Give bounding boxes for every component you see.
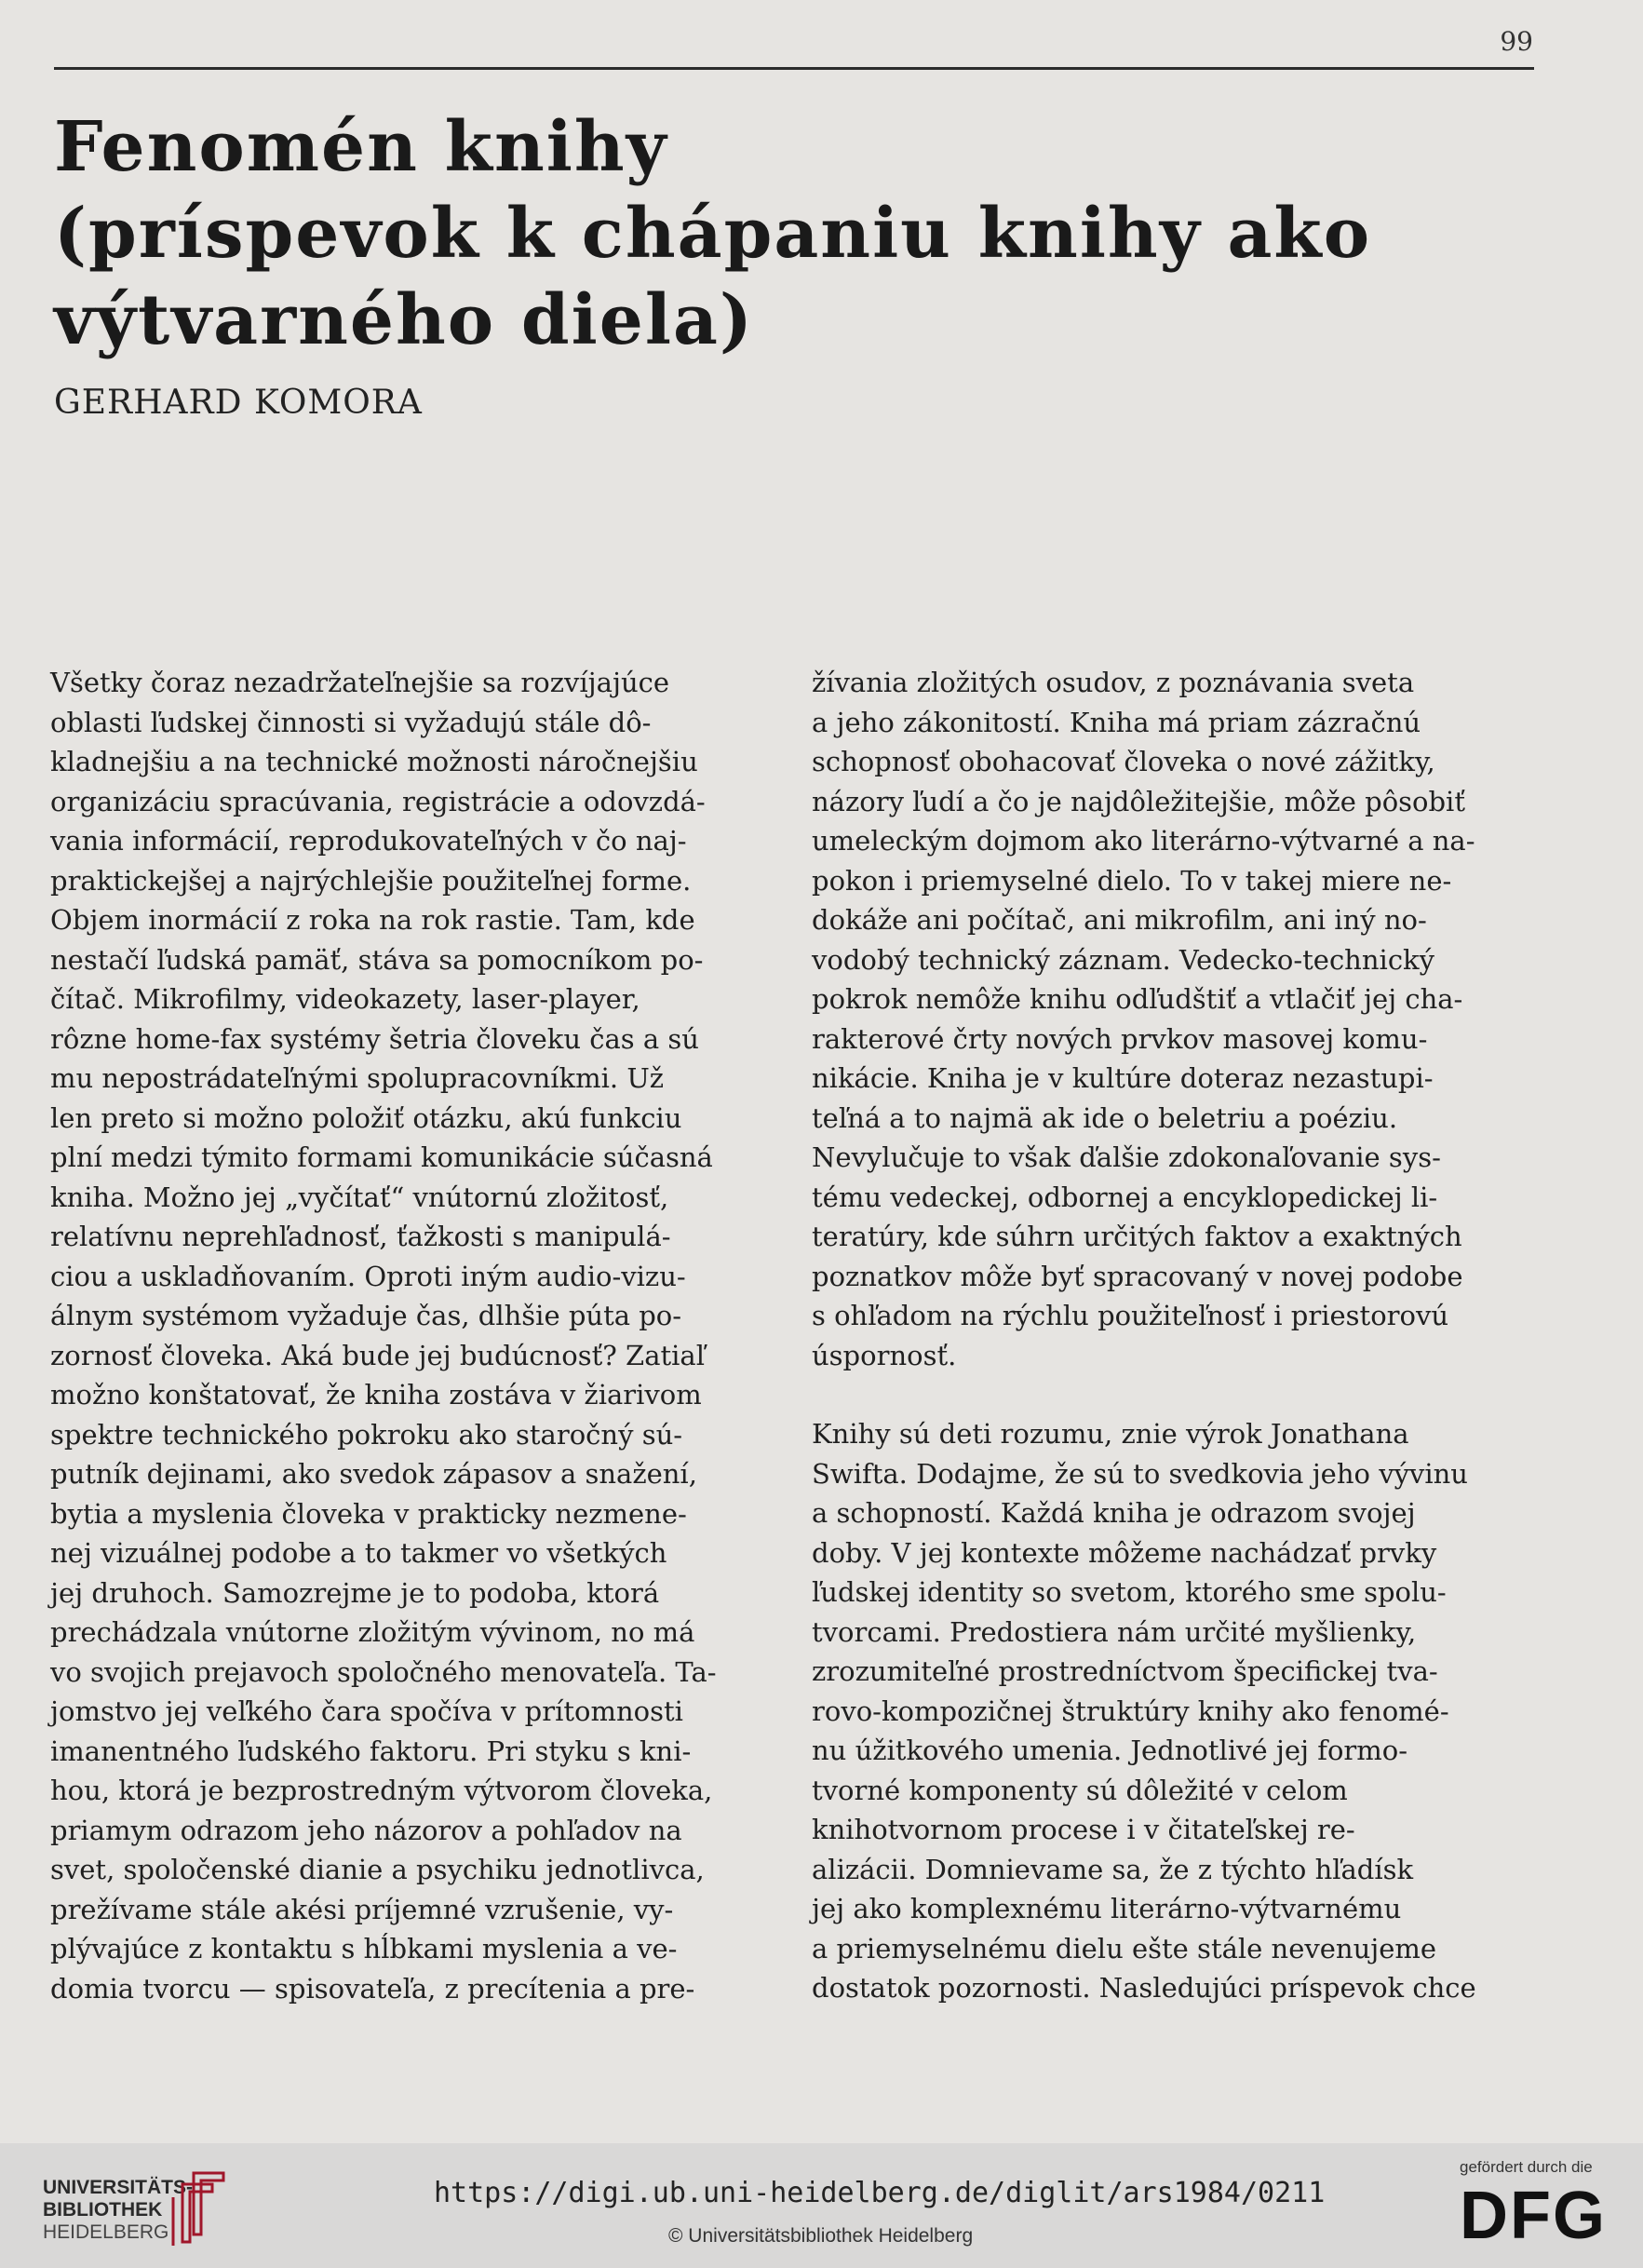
text-line: umeleckým dojmom ako literárno-výtvarné a na- (812, 825, 1475, 857)
paragraph (50, 663, 771, 2008)
text-line: svet, spoločenské dianie a psychiku jednotlivca, (50, 1854, 705, 1885)
text-line: prechádzala vnútorne zložitým vývinom, no má (50, 1616, 695, 1648)
text-line: pokrok nemôže knihu odľudštiť a vtlačiť jej cha- (812, 983, 1463, 1015)
text-line: mu nepostrádateľnými spolupracovníkmi. Už (50, 1062, 665, 1094)
text-line: priamym odrazom jeho názorov a pohľadov na (50, 1814, 682, 1846)
header-rule (54, 67, 1534, 70)
text-line: zornosť človeka. Aká bude jej budúcnosť? Zatiaľ (50, 1339, 705, 1371)
paragraph (812, 663, 1532, 1375)
text-line: Všetky čoraz nezadržateľnejšie sa rozvíjajúce (50, 667, 670, 698)
text-line: teratúry, kde súhrn určitých faktov a exaktných (812, 1221, 1462, 1252)
paragraph-gap (812, 1375, 1532, 1414)
text-line: len preto si možno položiť otázku, akú funkciu (50, 1101, 682, 1134)
title-line: výtvarného diela) (54, 280, 754, 360)
text-line: rakterové črty nových prvkov masovej komu- (812, 1022, 1428, 1055)
text-line: teľná a to najmä ak ide o beletriu a poéziu. (812, 1101, 1398, 1134)
text-line: prežívame stále akési príjemné vzrušenie, vy- (50, 1893, 674, 1925)
left-column (50, 663, 771, 2008)
text-line: ľudskej identity so svetom, ktorého sme spolu- (812, 1576, 1447, 1608)
text-line: oblasti ľudskej činnosti si vyžadujú stále dô- (50, 706, 652, 738)
text-line: Swifta. Dodajme, že sú to svedkovia jeho vývinu (812, 1457, 1468, 1490)
text-line: názory ľudí a čo je najdôležitejšie, môže pôsobiť (812, 785, 1465, 817)
text-line: jej druhoch. Samozrejme je to podoba, ktorá (50, 1576, 660, 1609)
text-line: praktickejšej a najrýchlejšie použiteľnej forme. (50, 864, 692, 897)
paragraph (812, 1414, 1532, 2008)
text-line: schopnosť obohacovať človeka o nové zážitky, (812, 746, 1435, 777)
title-line: Fenomén knihy (54, 107, 668, 187)
text-line: alizácii. Domnievame sa, že z týchto hľadísk (812, 1853, 1414, 1885)
title-line: (príspevok k chápaniu knihy ako (54, 194, 1372, 274)
library-line: BIBLIOTHEK (43, 2199, 163, 2221)
right-column (812, 663, 1532, 2008)
text-line: vania informácií, reprodukovateľných v čo naj- (50, 825, 687, 857)
text-line: plývajúce z kontaktu s hĺbkami myslenia a ve- (50, 1933, 678, 1964)
text-line: nikácie. Kniha je v kultúre doteraz nezastupi- (812, 1062, 1434, 1094)
text-line: tému vedeckej, odbornej a encyklopedickej li- (812, 1181, 1438, 1213)
text-line: žívania zložitých osudov, z poznávania sveta (812, 667, 1415, 698)
text-line: doby. V jej kontexte môžeme nachádzať prvky (812, 1536, 1437, 1569)
text-line: jomstvo jej veľkého čara spočíva v prítomnosti (50, 1695, 683, 1727)
text-line: jej ako komplexnému literárno-výtvarnému (812, 1893, 1402, 1924)
text-line: putník dejinami, ako svedok zápasov a snažení, (50, 1458, 697, 1490)
text-line: rôzne home-fax systémy šetria človeku čas a sú (50, 1022, 699, 1055)
text-line: hou, ktorá je bezprostredným výtvorom človeka, (50, 1775, 713, 1806)
text-line: álnym systémom vyžaduje čas, dlhšie púta po- (50, 1300, 682, 1331)
text-line: relatívnu neprehľadnosť, ťažkosti s manipulá- (50, 1221, 671, 1252)
text-line: vo svojich prejavoch spoločného menovateľa. Ta- (50, 1655, 717, 1688)
text-line: domia tvorcu — spisovateľa, z precítenia a pre- (50, 1972, 695, 2005)
text-line: Knihy sú deti rozumu, znie výrok Jonathana (812, 1418, 1409, 1450)
text-line: a priemyselnému dielu ešte stále nevenujeme (812, 1932, 1437, 1964)
text-line: a schopností. Každá kniha je odrazom svojej (812, 1497, 1416, 1529)
text-line: knihotvornom procese i v čitateľskej re- (812, 1814, 1355, 1845)
text-line: tvorcami. Predostiera nám určité myšlienky, (812, 1615, 1417, 1648)
text-line: organizáciu spracúvania, registrácie a odovzdá- (50, 785, 706, 817)
page-number: 99 (1500, 26, 1533, 57)
library-line: HEIDELBERG (43, 2221, 169, 2243)
text-line: spektre technického pokroku ako staročný sú- (50, 1418, 683, 1451)
text-line: čítač. Mikrofilmy, videokazety, laser-player, (50, 983, 640, 1015)
text-line: nu úžitkového umenia. Jednotlivé jej formo- (812, 1735, 1408, 1766)
text-line: kladnejšiu a na technické možnosti náročnejšiu (50, 746, 698, 777)
text-line: dostatok pozornosti. Nasledujúci príspevok chce (812, 1972, 1476, 2004)
text-line: úspornosť. (812, 1339, 957, 1371)
text-line: vodobý technický záznam. Vedecko-technický (812, 943, 1435, 976)
text-line: rovo-kompozičnej štruktúry knihy ako fenomé- (812, 1694, 1449, 1727)
text-line: zrozumiteľné prostredníctvom špecifickej tva- (812, 1655, 1438, 1687)
text-line: plní medzi týmito formami komunikácie súčasná (50, 1141, 713, 1173)
source-url-link[interactable]: https://digi.ub.uni-heidelberg.de/diglit/ars1984/0211 (434, 2177, 1326, 2209)
text-line: Nevylučuje to však ďalšie zdokonaľovanie sys- (812, 1141, 1441, 1173)
text-line: bytia a myslenia človeka v prakticky nezmene- (50, 1497, 687, 1530)
text-line: poznatkov môže byť spracovaný v novej podobe (812, 1260, 1463, 1292)
text-line: pokon i priemyselné dielo. To v takej miere ne- (812, 864, 1452, 897)
dfg-logo: DFG (1460, 2179, 1607, 2253)
text-line: kniha. Možno jej „vyčítať“ vnútornú zložitosť, (50, 1181, 669, 1213)
text-line: imanentného ľudského faktoru. Pri styku s kni- (50, 1735, 692, 1767)
text-line: dokáže ani počítač, ani mikrofilm, ani iný no- (812, 904, 1427, 936)
library-line: UNIVERSITÄTS- (43, 2177, 194, 2198)
library-logo-icon (166, 2167, 231, 2246)
article-title (54, 104, 1450, 364)
text-line: a jeho zákonitostí. Kniha má priam zázračnú (812, 706, 1421, 738)
text-line: ciou a uskladňovaním. Oproti iným audio-vizu- (50, 1260, 686, 1292)
text-line: nestačí ľudská pamäť, stáva sa pomocníkom po- (50, 943, 704, 976)
text-line: možno konštatovať, že kniha zostáva v žiarivom (50, 1379, 702, 1411)
funding-note: gefördert durch die (1460, 2158, 1593, 2176)
author-name: GERHARD KOMORA (54, 384, 423, 422)
text-line: nej vizuálnej podobe a to takmer vo všetkých (50, 1537, 667, 1569)
text-line: Objem inormácií z roka na rok rastie. Tam, kde (50, 904, 695, 936)
text-line: tvorné komponenty sú dôležité v celom (812, 1774, 1348, 1806)
copyright-notice: © Universitätsbibliothek Heidelberg (668, 2225, 974, 2247)
text-line: s ohľadom na rýchlu použiteľnosť i priestorovú (812, 1300, 1449, 1331)
